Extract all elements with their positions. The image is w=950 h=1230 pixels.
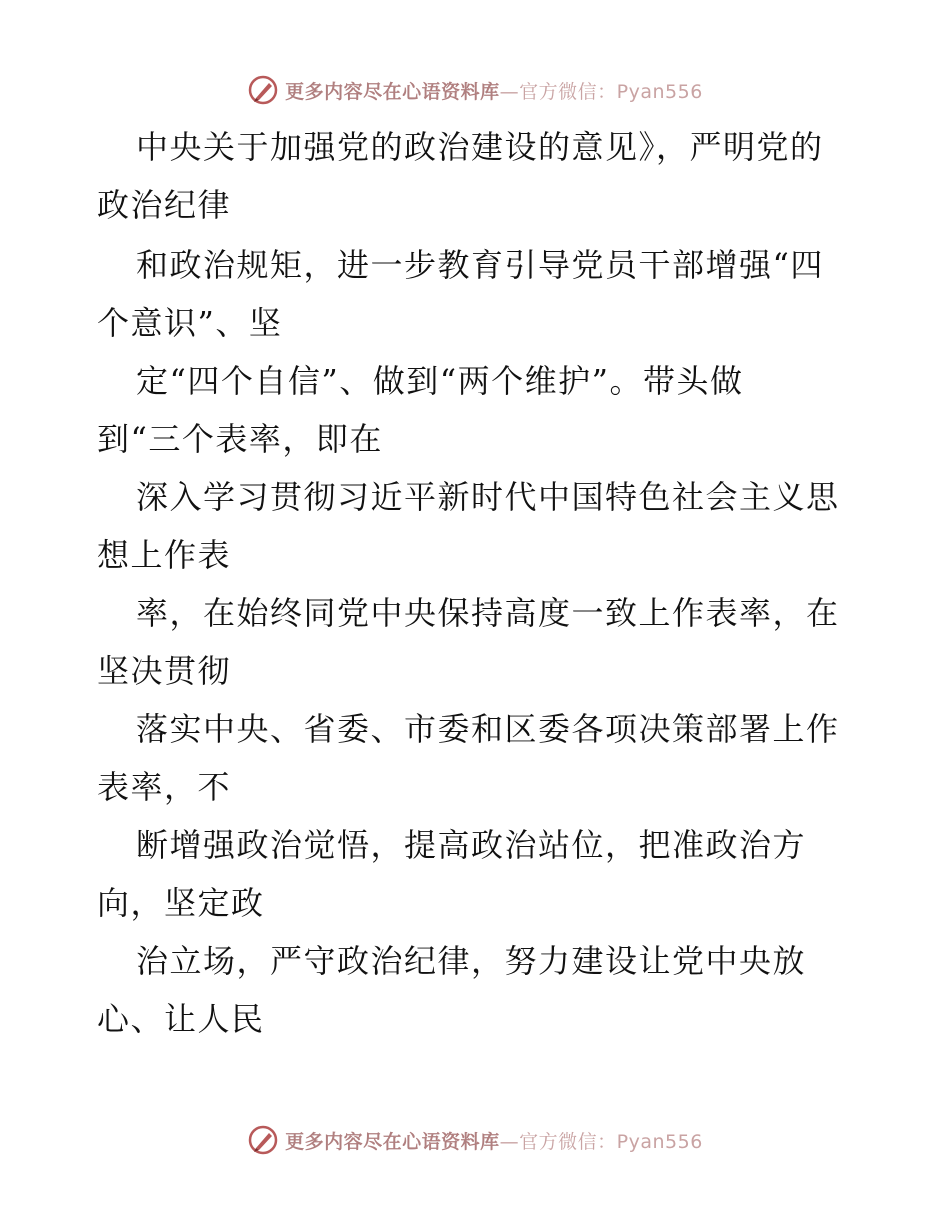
- footer-dash: —: [499, 1130, 520, 1153]
- footer-contact-text: 官方微信：Pyan556: [519, 1130, 703, 1153]
- pen-logo-icon: [247, 1124, 279, 1156]
- body-line: 表率，不: [97, 768, 232, 806]
- pen-logo-icon: [247, 74, 279, 106]
- body-line: 中央关于加强党的政治建设的意见》，严明党的: [136, 128, 824, 166]
- body-line: 定“四个自信”、做到“两个维护”。带头做: [136, 362, 744, 400]
- body-line: 个意识”、坚: [97, 304, 283, 342]
- body-line: 断增强政治觉悟，提高政治站位，把准政治方: [136, 826, 807, 864]
- header-watermark: [0, 70, 950, 110]
- body-line: 和政治规矩，进一步教育引导党员干部增强“四: [136, 246, 824, 284]
- header-contact-text: 官方微信：Pyan556: [519, 80, 703, 103]
- header-brand-text: 更多内容尽在心语资料库: [285, 80, 500, 103]
- footer-watermark: [0, 1120, 950, 1160]
- body-line: 心、让人民: [97, 1000, 265, 1038]
- body-line: 到“三个表率，即在: [97, 420, 383, 458]
- body-line: 率，在始终同党中央保持高度一致上作表率，在: [136, 594, 840, 632]
- body-line: 深入学习贯彻习近平新时代中国特色社会主义思: [136, 478, 840, 516]
- body-line: 坚决贯彻: [97, 652, 232, 690]
- footer-brand-text: 更多内容尽在心语资料库: [285, 1130, 500, 1153]
- body-line: 想上作表: [97, 536, 232, 574]
- body-line: 政治纪律: [97, 186, 232, 224]
- body-line: 向，坚定政: [97, 884, 265, 922]
- body-line: 落实中央、省委、市委和区委各项决策部署上作: [136, 710, 840, 748]
- body-line: 治立场，严守政治纪律，努力建设让党中央放: [136, 942, 807, 980]
- header-dash: —: [499, 80, 520, 103]
